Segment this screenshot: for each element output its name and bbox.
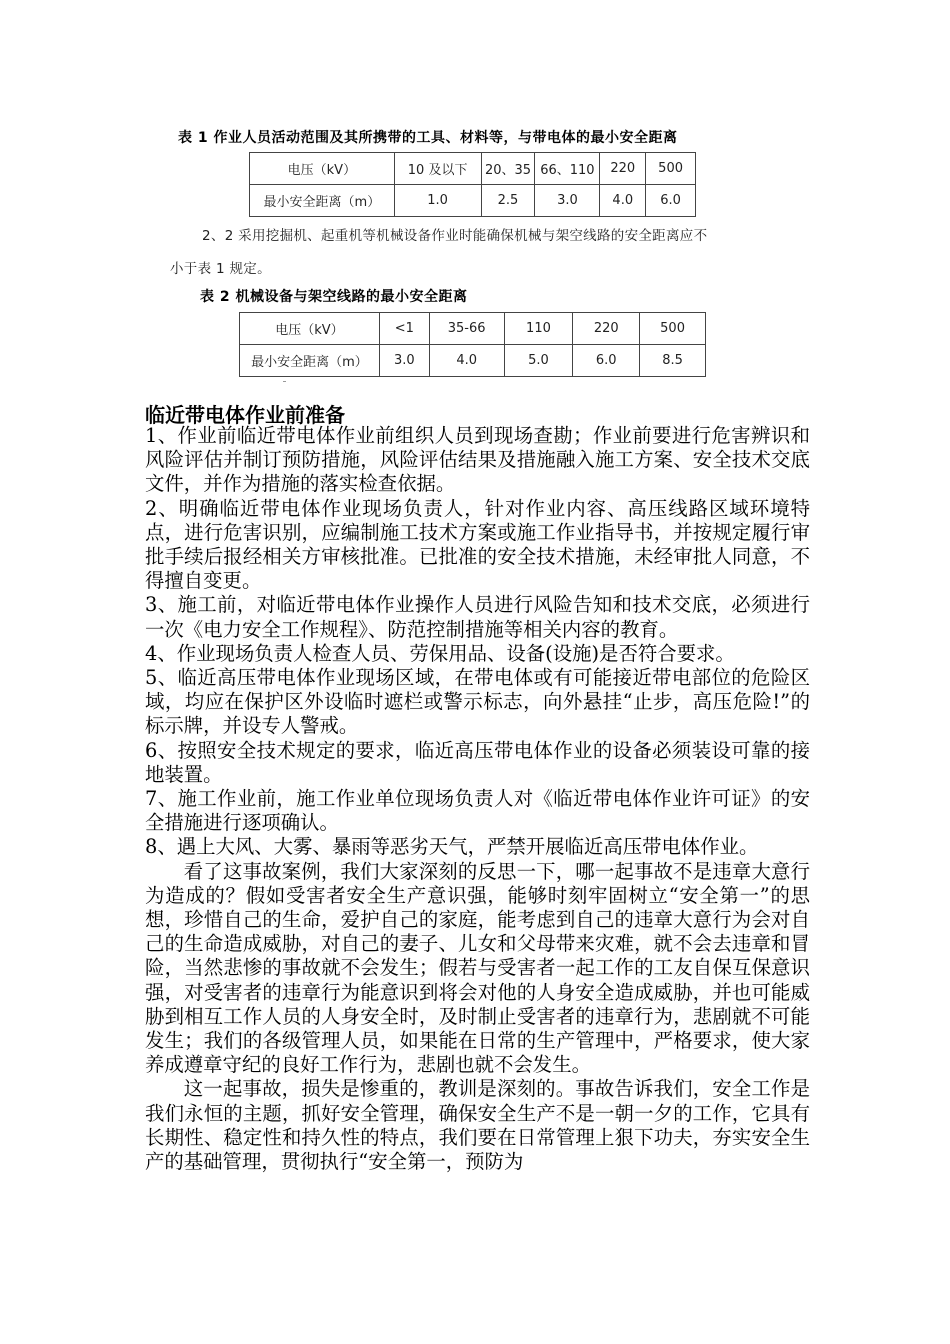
table-row <box>250 185 696 217</box>
table-cell: 3.0 <box>379 345 429 377</box>
list-item: 3、施工前，对临近带电体作业操作人员进行风险告知和技术交底，必须进行一次《电力安全工作规程》、防范控制措施等相关内容的教育。 <box>145 593 810 641</box>
table-cell: 35-66 <box>429 313 504 345</box>
table-cell: 220 <box>600 153 646 185</box>
table-cell: 500 <box>640 313 706 345</box>
list-item: 8、遇上大风、大雾、暴雨等恶劣天气，严禁开展临近高压带电体作业。 <box>145 835 759 859</box>
list-item: 7、施工作业前，施工作业单位现场负责人对《临近带电体作业许可证》的安全措施进行逐项确认。 <box>145 787 810 835</box>
body-paragraph: 这一起事故，损失是惨重的，教训是深刻的。事故告诉我们，安全工作是我们永恒的主题，抓好安全管理，确保安全生产不是一朝一夕的工作，它具有长期性、稳定性和持久性的特点，我们要在日常管理上狠下功夫，夯实安全生产的基础管理，贯彻执行“安全第一，预防为 <box>145 1077 810 1174</box>
table1-caption: 表 1 作业人员活动范围及其所携带的工具、材料等，与带电体的最小安全距离 <box>178 130 678 146</box>
list-item: 1、作业前临近带电体作业前组织人员到现场查勘；作业前要进行危害辨识和风险评估并制订预防措施，风险评估结果及措施融入施工方案、安全技术交底文件，并作为措施的落实检查依据。 <box>145 424 810 496</box>
section-heading: 临近带电体作业前准备 <box>145 403 345 427</box>
table-note-line: 2、2 采用挖掘机、起重机等机械设备作业时能确保机械与架空线路的安全距离应不 <box>202 228 708 244</box>
table-cell: 20、35 <box>481 153 535 185</box>
table-cell: <1 <box>379 313 429 345</box>
body-paragraph: 看了这事故案例，我们大家深刻的反思一下，哪一起事故不是违章大意行为造成的？假如受害者安全生产意识强，能够时刻牢固树立“安全第一”的思想，珍惜自己的生命，爱护自己的家庭，能考虑到自己的违章大意行为会对自己的生命造成威胁，对自己的妻子、儿女和父母带来灾难，就不会去违章和冒险，当然悲惨的事故就不会发生；假若与受害者一起工作的工友自保互保意识强，对受害者的违章行为能意识到将会对他的人身安全造成威胁，并也可能威胁到相互工作人员的人身安全时，及时制止受害者的违章行为，悲剧就不可能发生；我们的各级管理人员，如果能在日常的生产管理中，严格要求，使大家养成遵章守纪的良好工作行为，悲剧也就不会发生。 <box>145 859 810 1077</box>
table-cell: 8.5 <box>640 345 706 377</box>
stray-mark <box>283 381 286 382</box>
table-cell: 6.0 <box>573 345 640 377</box>
table-cell: 66、110 <box>535 153 600 185</box>
table-header-cell: 最小安全距离（m） <box>250 185 395 217</box>
table-cell: 2.5 <box>481 185 535 217</box>
table-cell: 500 <box>646 153 696 185</box>
list-item: 2、明确临近带电体作业现场负责人，针对作业内容、高压线路区域环境特点，进行危害识别，应编制施工技术方案或施工作业指导书，并按规定履行审批手续后报经相关方审核批准。已批准的安全技术措施，未经审批人同意，不得擅自变更。 <box>145 496 810 593</box>
table-note-line: 小于表 1 规定。 <box>170 261 271 277</box>
table-header-cell: 电压（kV） <box>240 313 380 345</box>
table-cell: 110 <box>504 313 573 345</box>
table-header-cell: 最小安全距离（m） <box>240 345 380 377</box>
table-cell: 4.0 <box>429 345 504 377</box>
table-cell: 4.0 <box>600 185 646 217</box>
table-row <box>250 153 696 185</box>
section-body <box>145 424 810 1174</box>
table1-safety-distance <box>249 152 696 217</box>
table-cell: 220 <box>573 313 640 345</box>
list-item: 5、临近高压带电体作业现场区域，在带电体或有可能接近带电部位的危险区域，均应在保护区外设临时遮栏或警示标志，向外悬挂“止步，高压危险!”的标示牌，并设专人警戒。 <box>145 666 810 738</box>
table-cell: 10 及以下 <box>394 153 481 185</box>
list-item: 6、按照安全技术规定的要求，临近高压带电体作业的设备必须装设可靠的接地装置。 <box>145 738 810 786</box>
table-cell: 1.0 <box>394 185 481 217</box>
table-header-cell: 电压（kV） <box>250 153 395 185</box>
table-cell: 6.0 <box>646 185 696 217</box>
table2-machinery-distance <box>239 312 706 377</box>
table-cell: 5.0 <box>504 345 573 377</box>
table-row <box>240 313 706 345</box>
table2-caption: 表 2 机械设备与架空线路的最小安全距离 <box>200 289 468 305</box>
table-row <box>240 345 706 377</box>
table-cell: 3.0 <box>535 185 600 217</box>
list-item: 4、作业现场负责人检查人员、劳保用品、设备(设施)是否符合要求。 <box>145 641 735 665</box>
